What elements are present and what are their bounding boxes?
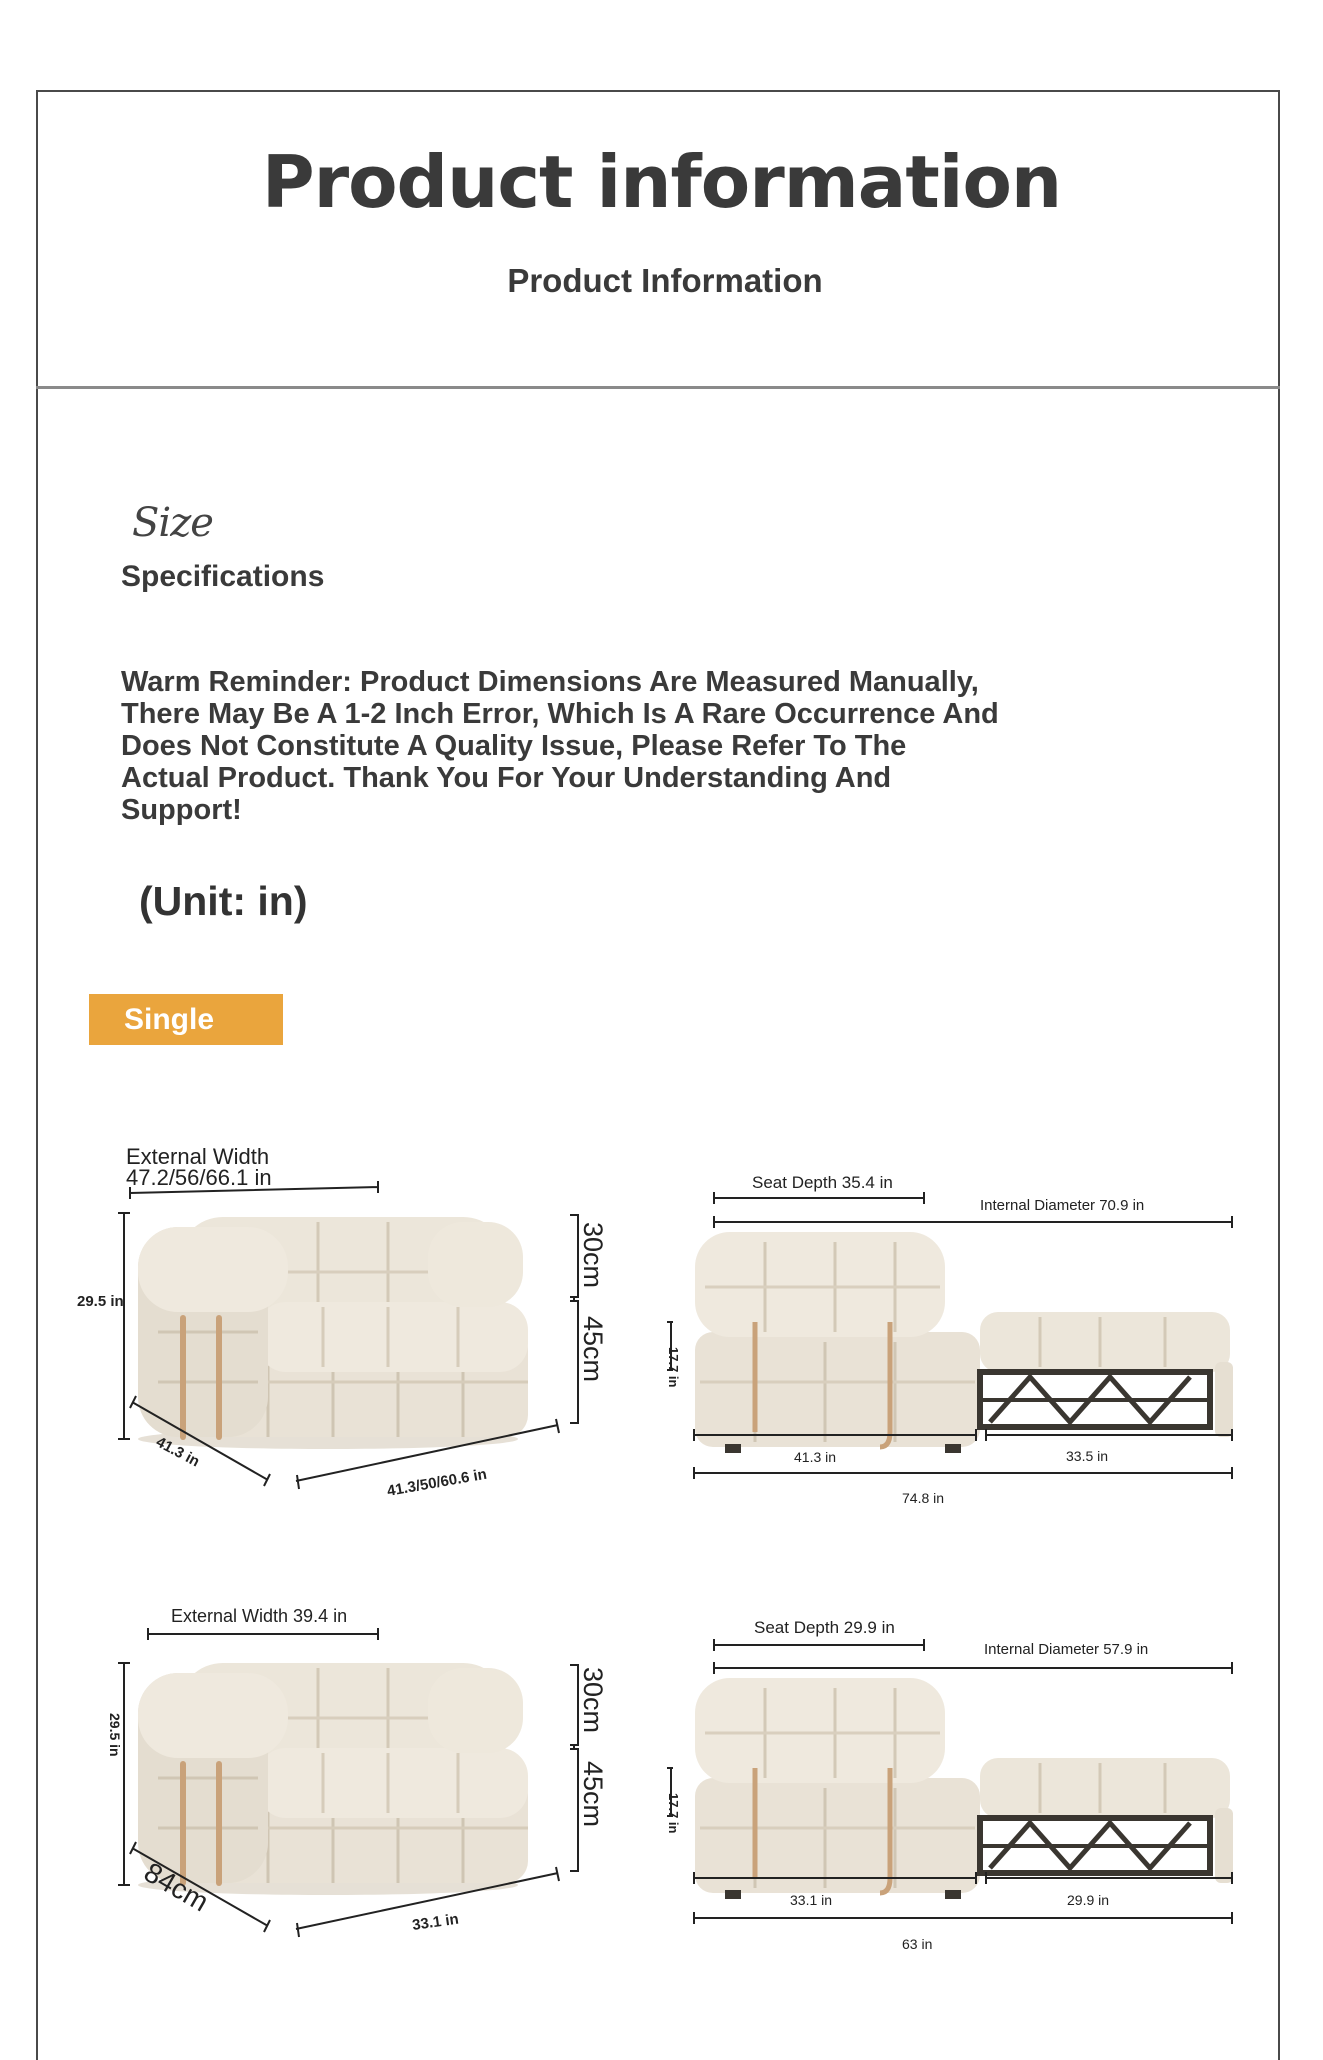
- front-small-length: 33.1 in: [411, 1910, 460, 1934]
- sofa-side-large-image: [695, 1232, 1233, 1453]
- sofa-front-small-image: [138, 1663, 528, 1895]
- front-large-width-value: 47.2/56/66.1 in: [126, 1165, 272, 1190]
- side-large-seat-depth: Seat Depth 35.4 in: [752, 1173, 893, 1192]
- specifications-heading: Specifications: [121, 560, 325, 593]
- side-large-base: 41.3 in: [794, 1449, 837, 1465]
- front-small-back-cm: 30cm: [578, 1667, 608, 1734]
- front-large-back-cm: 30cm: [578, 1222, 608, 1289]
- front-large-width-label: External Width: [126, 1144, 270, 1169]
- side-large-total: 74.8 in: [902, 1490, 945, 1506]
- side-large-ottoman: 33.5 in: [1066, 1448, 1109, 1464]
- warm-reminder-text: Warm Reminder: Product Dimensions Are Measured Manually, There May Be A 1-2 Inch Error, Which Is A Rare Occurrence And Does Not Constitute A Quality Issue, Please Refer To The Actual Product. Thank You For Your Understanding And Support!: [121, 666, 999, 826]
- front-large-depth: 41.3 in: [153, 1433, 203, 1471]
- side-small-seat-height: 17.7 in: [666, 1793, 681, 1834]
- size-script-label: Size: [132, 500, 213, 546]
- side-small-ottoman: 29.9 in: [1067, 1892, 1110, 1908]
- front-large-length: 41.3/50/60.6 in: [385, 1465, 489, 1500]
- unit-label: (Unit: in): [139, 878, 308, 924]
- side-large-seat-height: 17.7 in: [666, 1347, 681, 1388]
- page-title: Product information: [261, 140, 1062, 224]
- front-small-depth-cm: 84cm: [139, 1856, 214, 1918]
- side-small-internal: Internal Diameter 57.9 in: [984, 1641, 1149, 1658]
- sofa-side-small-image: [695, 1678, 1233, 1899]
- sofa-front-large-image: [138, 1217, 528, 1449]
- front-large-seat-cm: 45cm: [578, 1316, 608, 1383]
- side-small-base: 33.1 in: [790, 1892, 833, 1908]
- front-small-height: 29.5 in: [107, 1713, 123, 1757]
- side-large-internal: Internal Diameter 70.9 in: [980, 1197, 1145, 1214]
- front-large-height: 29.5 in: [77, 1293, 124, 1310]
- front-small-seat-cm: 45cm: [578, 1761, 608, 1828]
- side-small-total: 63 in: [902, 1936, 933, 1952]
- page-subtitle: Product Information: [507, 262, 823, 299]
- side-small-seat-depth: Seat Depth 29.9 in: [754, 1618, 895, 1637]
- front-small-width: External Width 39.4 in: [171, 1606, 348, 1626]
- single-seat-tag: Single Seat: [89, 994, 283, 1045]
